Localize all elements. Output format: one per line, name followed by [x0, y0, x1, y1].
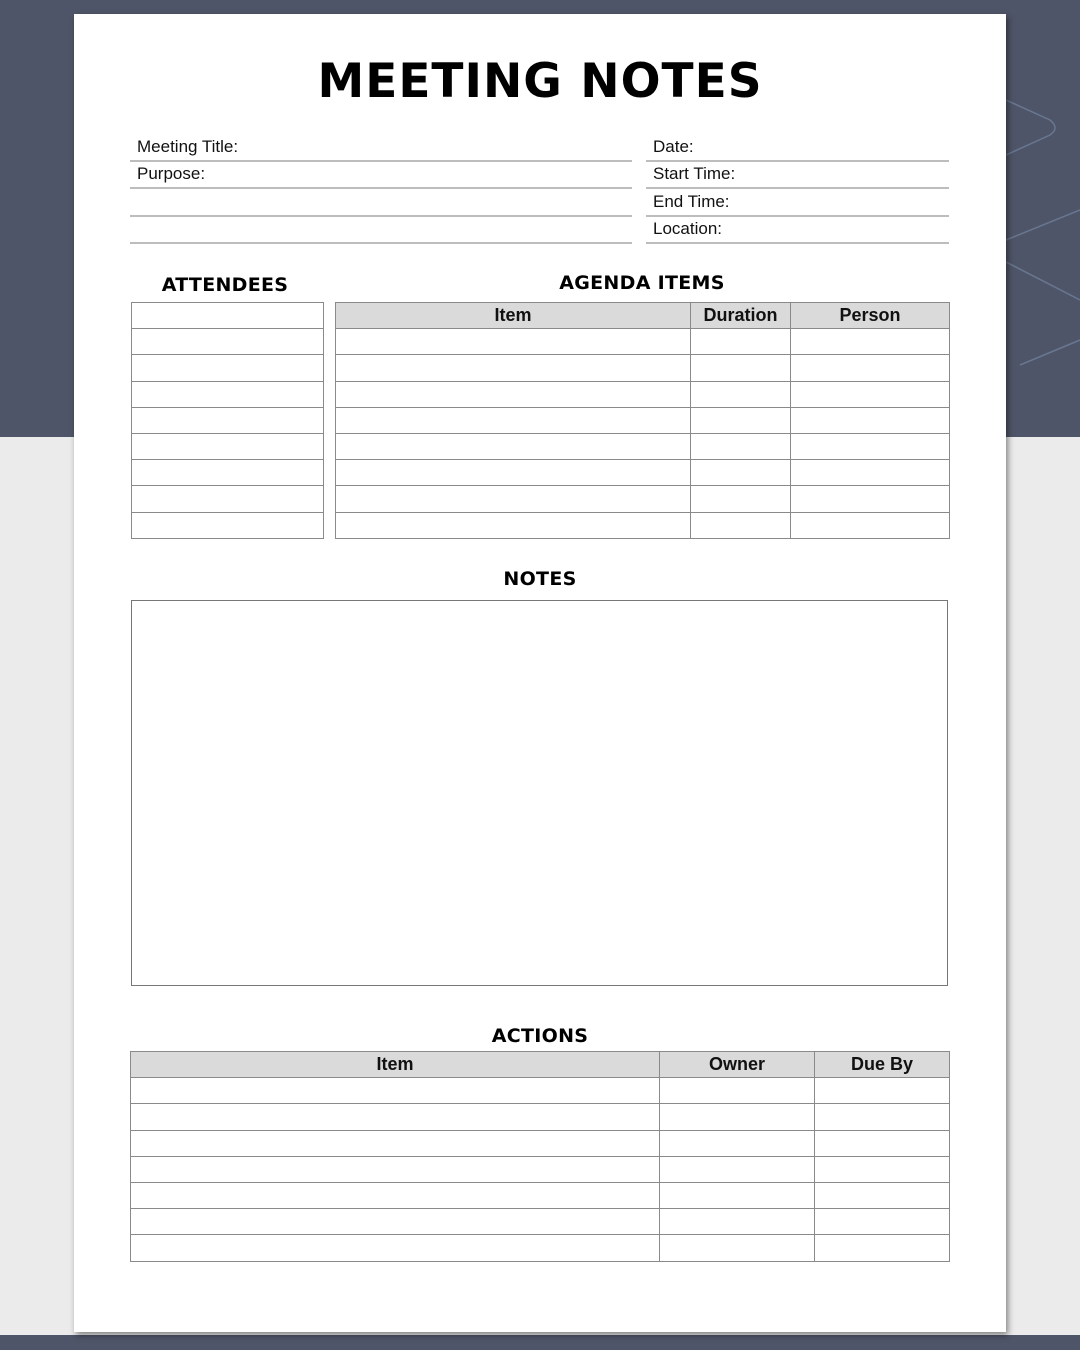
action-row [131, 1182, 950, 1208]
page-title: MEETING NOTES [317, 54, 763, 109]
agenda-row [336, 433, 950, 459]
action-cell[interactable] [815, 1078, 950, 1104]
agenda-cell[interactable] [791, 381, 950, 407]
agenda-cell[interactable] [791, 512, 950, 538]
attendee-cell[interactable] [132, 486, 324, 512]
attendee-cell[interactable] [132, 433, 324, 459]
agenda-row [336, 355, 950, 381]
agenda-cell[interactable] [691, 381, 791, 407]
agenda-cell[interactable] [791, 407, 950, 433]
agenda-row [336, 407, 950, 433]
agenda-cell[interactable] [336, 329, 691, 355]
attendee-row [132, 512, 324, 538]
agenda-table [335, 302, 950, 539]
agenda-cell[interactable] [336, 433, 691, 459]
notes-heading: NOTES [503, 568, 577, 590]
action-cell[interactable] [660, 1130, 815, 1156]
attendee-cell[interactable] [132, 303, 324, 329]
actions-col-owner: Owner [660, 1052, 815, 1078]
action-cell[interactable] [660, 1182, 815, 1208]
agenda-cell[interactable] [691, 355, 791, 381]
action-cell[interactable] [131, 1104, 660, 1130]
action-cell[interactable] [815, 1235, 950, 1261]
action-cell[interactable] [131, 1078, 660, 1104]
agenda-cell[interactable] [791, 460, 950, 486]
agenda-row [336, 460, 950, 486]
agenda-cell[interactable] [691, 433, 791, 459]
purpose-line-2[interactable] [130, 190, 632, 217]
agenda-row [336, 512, 950, 538]
agenda-cell[interactable] [336, 486, 691, 512]
action-row [131, 1235, 950, 1261]
agenda-cell[interactable] [691, 329, 791, 355]
meeting-title-field[interactable]: Meeting Title: [130, 135, 632, 162]
action-cell[interactable] [815, 1209, 950, 1235]
agenda-cell[interactable] [691, 460, 791, 486]
date-field[interactable]: Date: [646, 135, 949, 162]
agenda-row [336, 486, 950, 512]
attendee-row [132, 329, 324, 355]
attendee-row [132, 460, 324, 486]
attendees-table [131, 302, 324, 539]
agenda-cell[interactable] [336, 512, 691, 538]
action-cell[interactable] [815, 1130, 950, 1156]
attendee-cell[interactable] [132, 381, 324, 407]
actions-col-item: Item [131, 1052, 660, 1078]
agenda-cell[interactable] [791, 355, 950, 381]
action-cell[interactable] [131, 1182, 660, 1208]
action-cell[interactable] [131, 1209, 660, 1235]
location-field[interactable]: Location: [646, 217, 949, 244]
background-bottom-strip [0, 1335, 1080, 1350]
agenda-cell[interactable] [691, 512, 791, 538]
attendee-cell[interactable] [132, 460, 324, 486]
agenda-cell[interactable] [691, 486, 791, 512]
action-cell[interactable] [131, 1156, 660, 1182]
start-time-field[interactable]: Start Time: [646, 162, 949, 189]
agenda-row [336, 381, 950, 407]
attendee-row [132, 407, 324, 433]
action-cell[interactable] [131, 1235, 660, 1261]
agenda-cell[interactable] [691, 407, 791, 433]
attendee-cell[interactable] [132, 512, 324, 538]
attendee-row [132, 433, 324, 459]
notes-box[interactable] [131, 600, 948, 986]
attendee-cell[interactable] [132, 407, 324, 433]
agenda-cell[interactable] [336, 407, 691, 433]
agenda-heading: AGENDA ITEMS [559, 272, 725, 294]
attendee-cell[interactable] [132, 329, 324, 355]
agenda-cell[interactable] [791, 486, 950, 512]
attendee-cell[interactable] [132, 355, 324, 381]
action-cell[interactable] [131, 1130, 660, 1156]
action-cell[interactable] [660, 1156, 815, 1182]
attendee-row [132, 303, 324, 329]
end-time-field[interactable]: End Time: [646, 190, 949, 217]
attendee-row [132, 381, 324, 407]
action-cell[interactable] [660, 1235, 815, 1261]
action-row [131, 1156, 950, 1182]
action-cell[interactable] [660, 1209, 815, 1235]
meeting-notes-page [74, 14, 1006, 1332]
purpose-field[interactable]: Purpose: [130, 162, 632, 189]
actions-col-due-by: Due By [815, 1052, 950, 1078]
agenda-cell[interactable] [791, 329, 950, 355]
agenda-cell[interactable] [791, 433, 950, 459]
action-row [131, 1078, 950, 1104]
action-cell[interactable] [660, 1078, 815, 1104]
agenda-col-item: Item [336, 303, 691, 329]
actions-table [130, 1051, 950, 1262]
action-row [131, 1130, 950, 1156]
action-cell[interactable] [660, 1104, 815, 1130]
agenda-cell[interactable] [336, 355, 691, 381]
attendees-heading: ATTENDEES [161, 274, 289, 296]
agenda-col-person: Person [791, 303, 950, 329]
action-row [131, 1209, 950, 1235]
action-row [131, 1104, 950, 1130]
agenda-cell[interactable] [336, 381, 691, 407]
action-cell[interactable] [815, 1182, 950, 1208]
action-cell[interactable] [815, 1104, 950, 1130]
agenda-cell[interactable] [336, 460, 691, 486]
attendee-row [132, 355, 324, 381]
attendee-row [132, 486, 324, 512]
agenda-col-duration: Duration [691, 303, 791, 329]
actions-heading: ACTIONS [491, 1025, 589, 1047]
purpose-line-3[interactable] [130, 217, 632, 244]
action-cell[interactable] [815, 1156, 950, 1182]
agenda-row [336, 329, 950, 355]
